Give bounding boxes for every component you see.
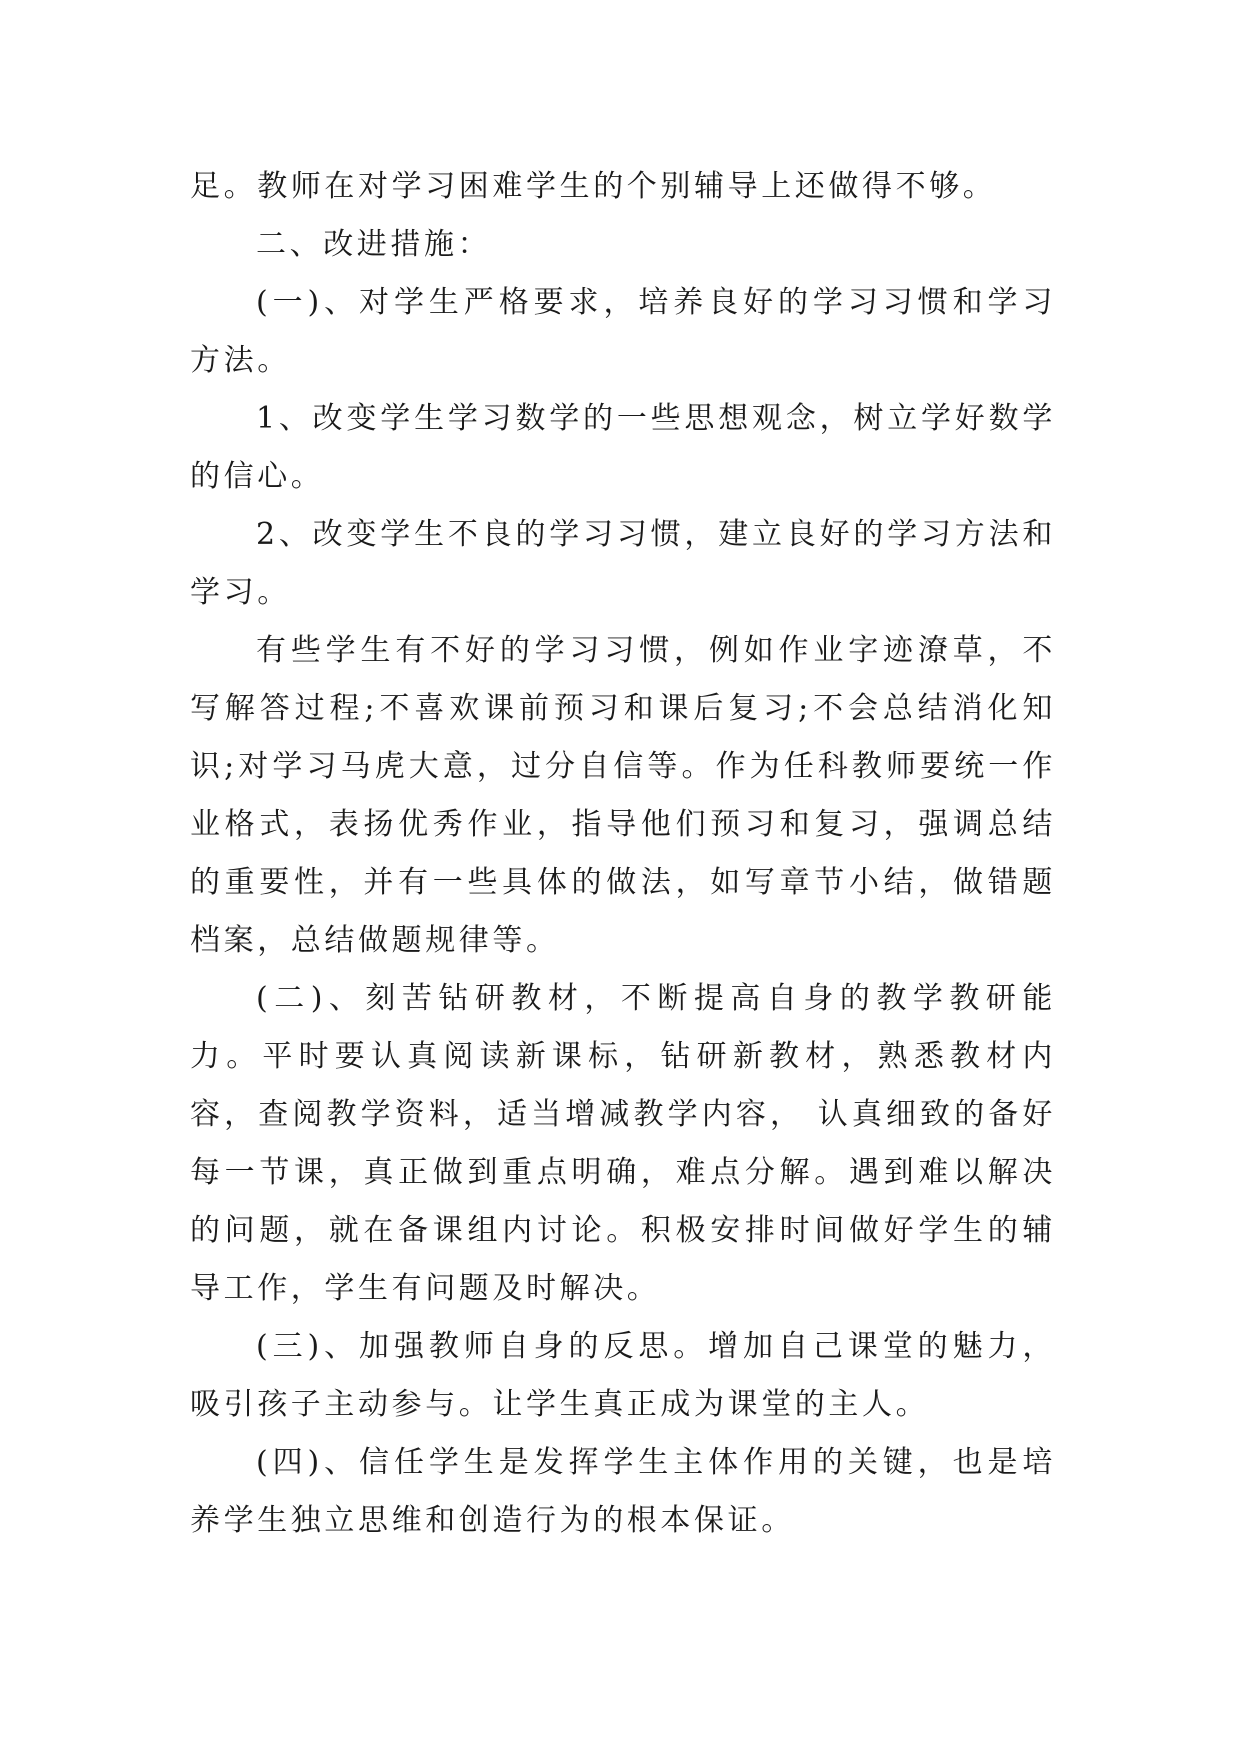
subsection-heading-2: (二)、刻苦钻研教材，不断提高自身的教学教研能力。平时要认真阅读新课标，钻研新教材，熟悉教材内容，查阅教学资料，适当增减教学内容， 认真细致的备好每一节课，真正做到重点明确，难点分解。遇到难以解决的问题，就在备课组内讨论。积极安排时间做好学生的辅导工作，学生有问题及时解决。 bbox=[190, 981, 1056, 1306]
paragraph-continuation: 足。教师在对学习困难学生的个别辅导上还做得不够。 bbox=[190, 169, 997, 204]
subsection-heading-3: (三)、加强教师自身的反思。增加自己课堂的魅力，吸引孩子主动参与。让学生真正成为课堂的主人。 bbox=[190, 1329, 1056, 1422]
subsection-heading-4: (四)、信任学生是发挥学生主体作用的关键，也是培养学生独立思维和创造行为的根本保证。 bbox=[190, 1445, 1056, 1538]
section-heading-improvements: 二、改进措施： bbox=[256, 227, 492, 262]
paragraph-habits: 有些学生有不好的学习习惯，例如作业字迹潦草，不写解答过程;不喜欢课前预习和课后复习;不会总结消化知识;对学习马虎大意，过分自信等。作为任科教师要统一作业格式，表扬优秀作业，指导他们预习和复习，强调总结的重要性，并有一些具体的做法，如写章节小结，做错题档案，总结做题规律等。 bbox=[190, 633, 1056, 958]
subsection-heading-1: (一)、对学生严格要求，培养良好的学习习惯和学习方法。 bbox=[190, 285, 1056, 378]
list-item-1: 1、改变学生学习数学的一些思想观念，树立学好数学的信心。 bbox=[190, 401, 1056, 494]
document-body bbox=[190, 158, 1056, 1550]
list-item-2: 2、改变学生不良的学习习惯，建立良好的学习方法和学习。 bbox=[190, 517, 1056, 610]
